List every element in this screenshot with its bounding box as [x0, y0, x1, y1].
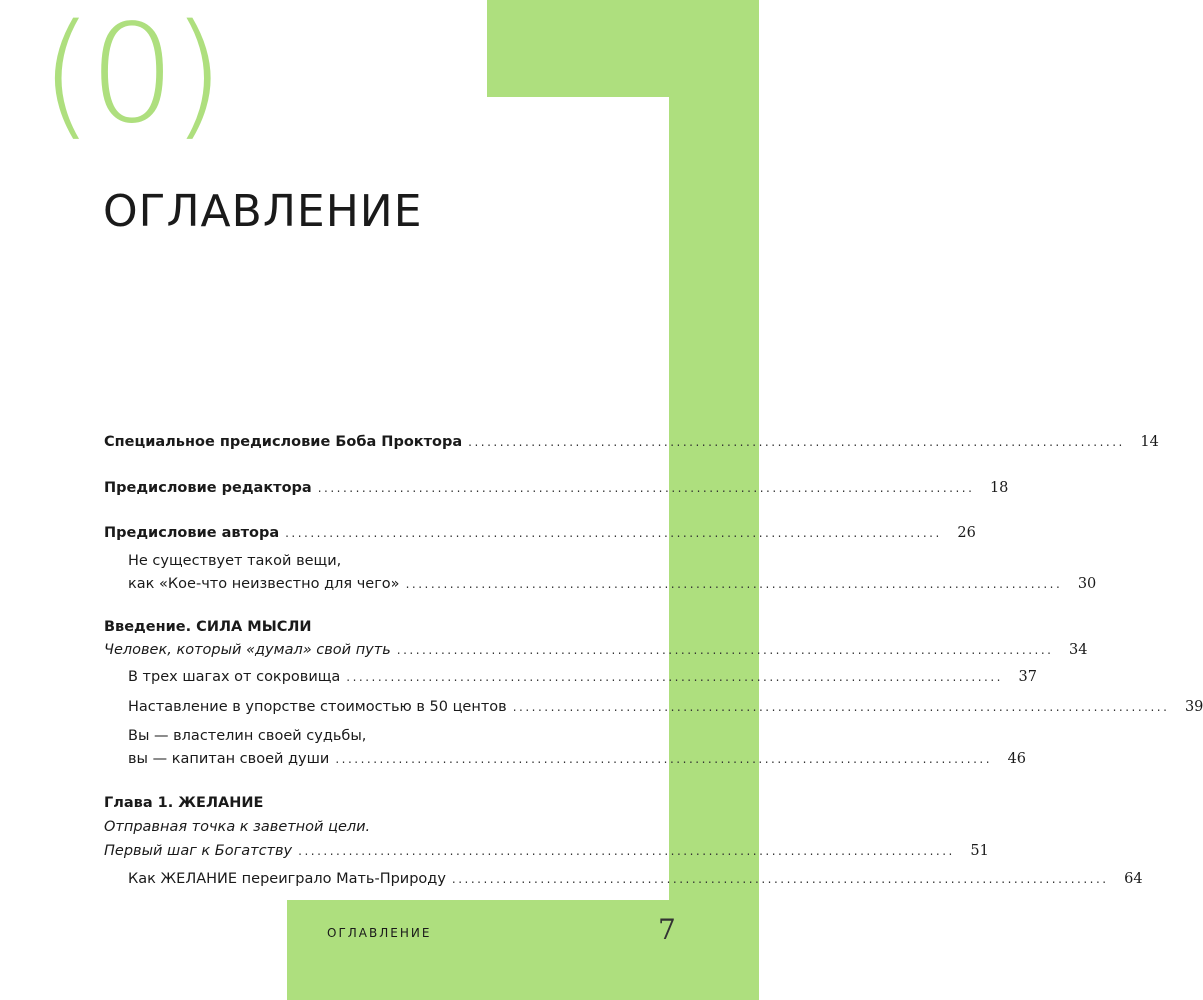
- leader-dots: ........................................................................................................: [451, 872, 1109, 886]
- toc-entry-text: Специальное предисловие Боба Проктора: [104, 434, 463, 450]
- toc-entry-page: 18: [989, 480, 1009, 496]
- toc-entry-text: Предисловие автора: [104, 525, 280, 541]
- toc-entry-page: 39: [1184, 699, 1203, 715]
- running-footer-label: ОГЛАВЛЕНИЕ: [327, 926, 432, 940]
- toc-entry-page: 37: [1018, 669, 1037, 685]
- toc-entry-text-line1: Вы — властелин своей судьбы,: [128, 728, 367, 744]
- leader-dots: ........................................................................................................: [346, 670, 1003, 684]
- toc-entry[interactable]: [104, 478, 1009, 498]
- toc-entry-text: Предисловие редактора: [104, 480, 312, 496]
- leader-dots: ........................................................................................................: [512, 700, 1170, 714]
- toc-entry[interactable]: [104, 640, 1088, 660]
- toc-section-heading[interactable]: Глава 1. ЖЕЛАНИЕ: [104, 795, 264, 811]
- toc-entry-text-line1: Не существует такой вещи,: [128, 553, 342, 569]
- toc-entry-page: 14: [1140, 434, 1159, 450]
- leader-dots: ........................................................................................................: [285, 526, 942, 540]
- leader-dots: ........................................................................................................: [468, 435, 1125, 449]
- page-number: 7: [658, 913, 676, 946]
- toc-entry[interactable]: [104, 432, 1159, 452]
- toc-entry-page: 46: [1007, 751, 1027, 767]
- page-title: ОГЛАВЛЕНИЕ: [103, 186, 423, 237]
- toc-entry-text: вы — капитан своей души: [128, 751, 330, 767]
- toc-entry-text: Наставление в упорстве стоимостью в 50 центов: [128, 699, 507, 715]
- toc-entry[interactable]: [104, 841, 989, 861]
- toc-entry-text: В трех шагах от сокровища: [128, 669, 341, 685]
- chapter-number: (0): [40, 0, 221, 154]
- toc-entry-page: 30: [1077, 576, 1097, 592]
- leader-dots: ........................................................................................................: [396, 643, 1054, 657]
- toc-entry[interactable]: [104, 523, 976, 543]
- toc-section-heading[interactable]: Введение. СИЛА МЫСЛИ: [104, 619, 312, 635]
- leader-dots: ........................................................................................................: [298, 844, 955, 858]
- toc-entry-page: 34: [1069, 642, 1088, 658]
- green-footer-block: [287, 900, 759, 1000]
- toc-entry-page: 51: [970, 843, 989, 859]
- toc-entry-text: Как ЖЕЛАНИЕ переиграло Мать-Природу: [128, 871, 446, 887]
- toc-entry-page: 26: [957, 525, 976, 541]
- toc-entry[interactable]: [128, 749, 1027, 769]
- leader-dots: ........................................................................................................: [317, 481, 975, 495]
- toc-entry[interactable]: [128, 667, 1037, 687]
- toc-entry[interactable]: [128, 869, 1143, 889]
- toc-entry-text: Первый шаг к Богатству: [104, 843, 293, 859]
- toc-entry[interactable]: [128, 574, 1097, 594]
- leader-dots: ........................................................................................................: [405, 577, 1063, 591]
- toc-entry[interactable]: [128, 697, 1203, 717]
- toc-entry-text: как «Кое-что неизвестно для чего»: [128, 576, 400, 592]
- toc-entry-text-line1: Отправная точка к заветной цели.: [104, 819, 371, 835]
- toc-entry-text: Человек, который «думал» свой путь: [104, 642, 391, 658]
- toc-entry-page: 64: [1124, 871, 1143, 887]
- leader-dots: ........................................................................................................: [335, 752, 993, 766]
